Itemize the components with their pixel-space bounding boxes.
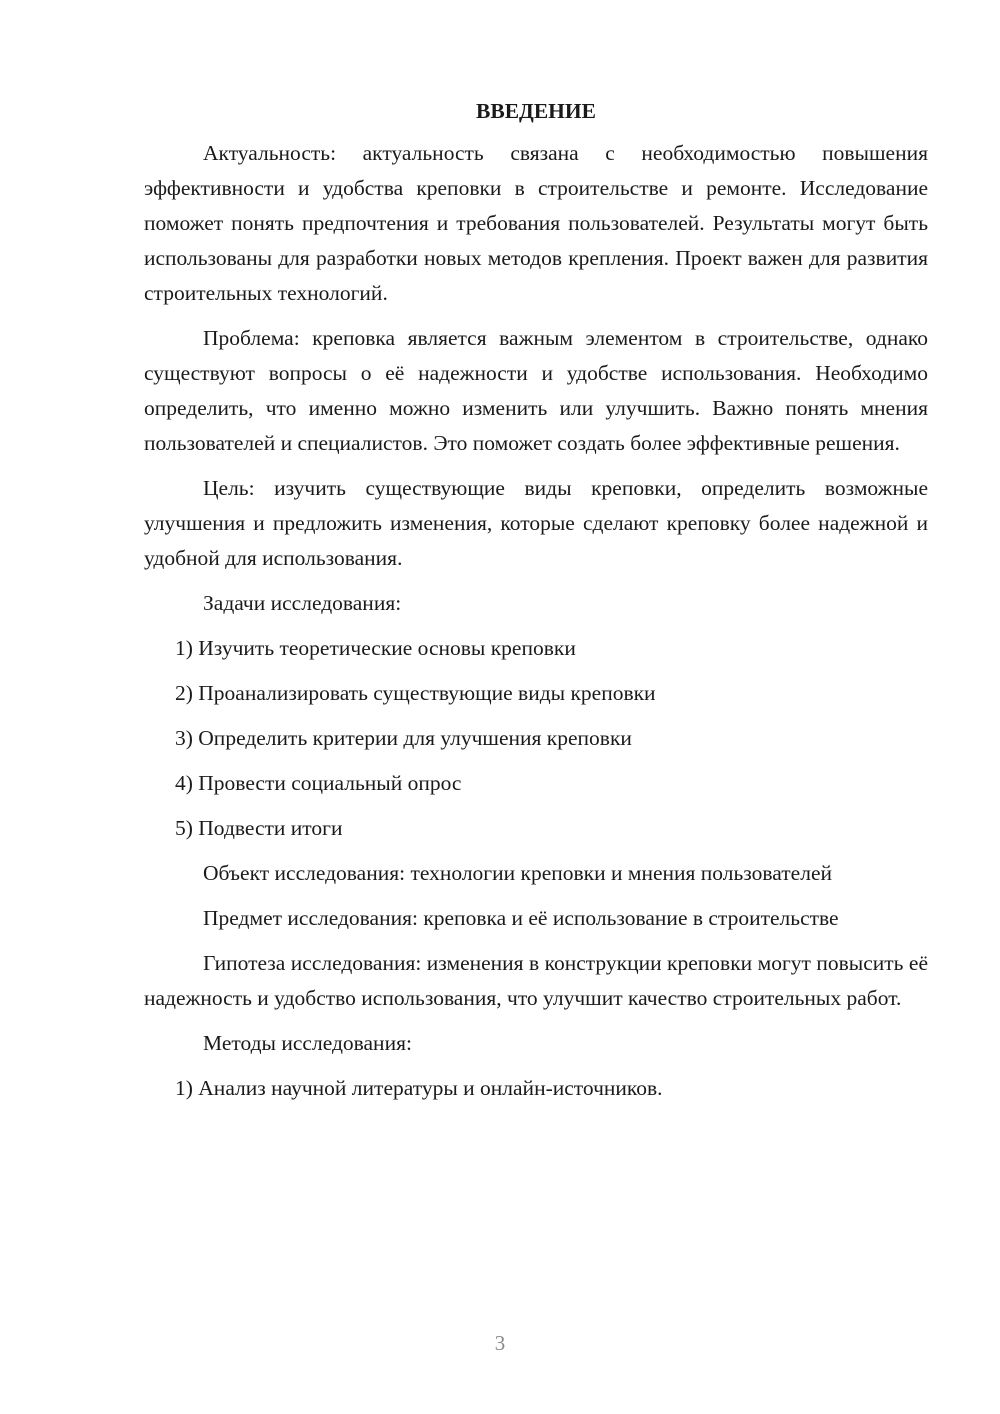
object-paragraph: Объект исследования: технологии креповки и мнения пользователей <box>203 861 832 885</box>
subject-paragraph: Предмет исследования: креповка и её использование в строительстве <box>203 906 839 930</box>
hypothesis-paragraph: Гипотеза исследования: изменения в конструкции креповки могут повысить её надежность и удобство использования, что улучшит качество строительных работ. <box>144 951 928 1010</box>
document-body <box>144 96 928 1116</box>
list-item: 4) Провести социальный опрос <box>175 771 462 795</box>
page-number: 3 <box>494 1331 506 1355</box>
section-heading: ВВЕДЕНИЕ <box>476 99 596 123</box>
list-item: 5) Подвести итоги <box>175 816 343 840</box>
relevance-paragraph: Актуальность: актуальность связана с необходимостью повышения эффективности и удобства креповки в строительстве и ремонте. Исследование поможет понять предпочтения и требования пользователей. Результаты могут быть использованы для разработки новых методов крепления. Проект важен для развития строительных технологий. <box>144 141 928 305</box>
goal-paragraph: Цель: изучить существующие виды креповки, определить возможные улучшения и предложить изменения, которые сделают креповку более надежной и удобной для использования. <box>144 476 928 570</box>
list-item: 2) Проанализировать существующие виды креповки <box>175 681 656 705</box>
methods-title: Методы исследования: <box>203 1031 412 1055</box>
list-item: 3) Определить критерии для улучшения креповки <box>175 726 632 750</box>
list-item: 1) Анализ научной литературы и онлайн-источников. <box>175 1076 663 1100</box>
tasks-list <box>144 631 928 846</box>
methods-list <box>144 1071 928 1106</box>
list-item: 1) Изучить теоретические основы креповки <box>175 636 576 660</box>
problem-paragraph: Проблема: креповка является важным элементом в строительстве, однако существуют вопросы о её надежности и удобстве использования. Необходимо определить, что именно можно изменить или улучшить. Важно понять мнения пользователей и специалистов. Это поможет создать более эффективные решения. <box>144 326 928 455</box>
tasks-title: Задачи исследования: <box>203 591 402 615</box>
